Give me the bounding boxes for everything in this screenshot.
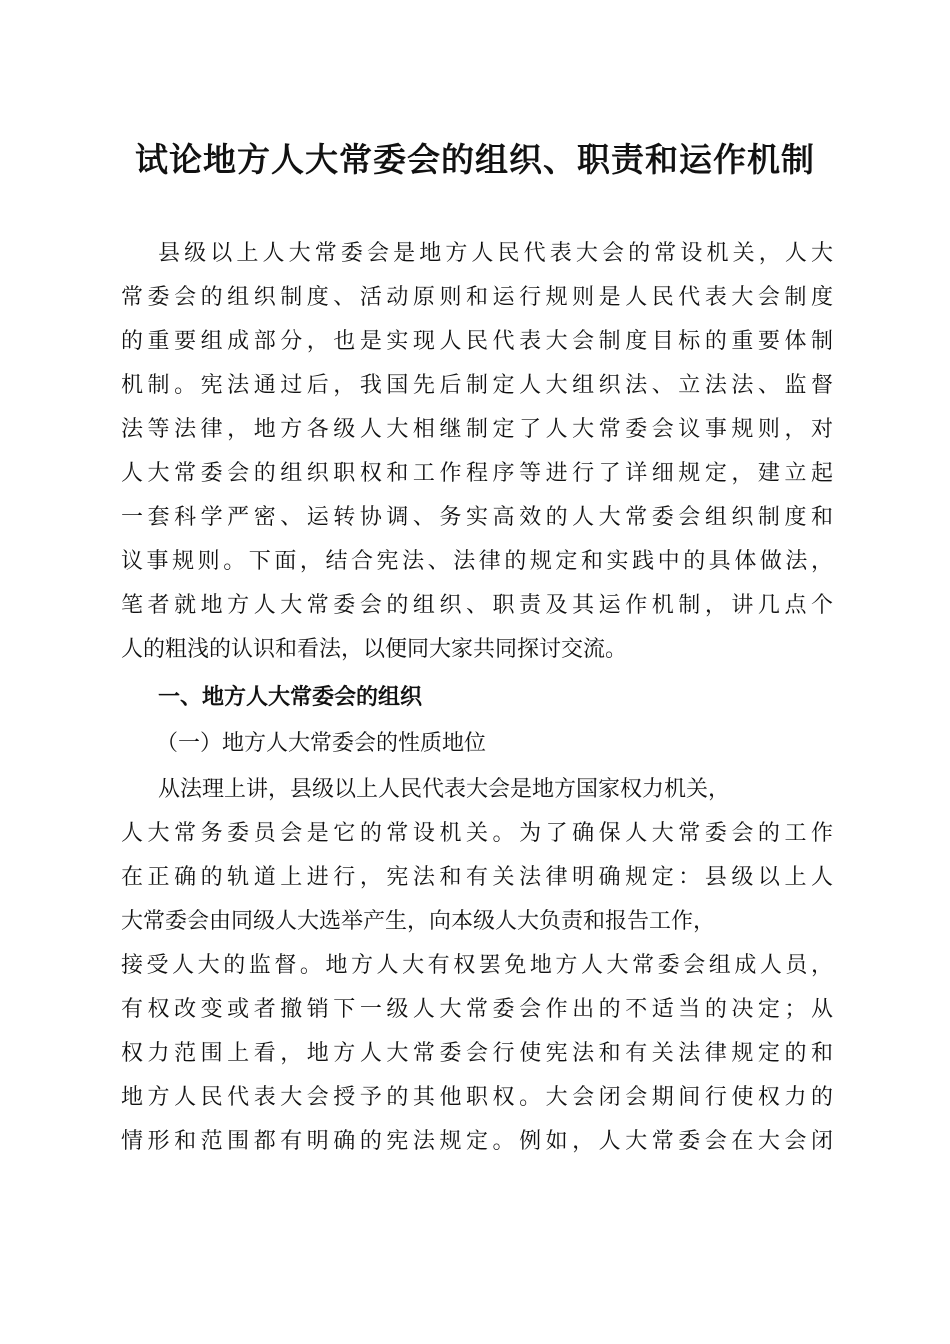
paragraph-line: 议事规则。下面，结合宪法、法律的规定和实践中的具体做法， <box>121 549 833 574</box>
paragraph-line: 一套科学严密、运转协调、务实高效的人大常委会组织制度和 <box>121 505 833 530</box>
paragraph-line: 人的粗浅的认识和看法，以便同大家共同探讨交流。 <box>121 637 628 662</box>
paragraph-line: 机制。宪法通过后，我国先后制定人大组织法、立法法、监督 <box>121 373 833 398</box>
paragraph-line: 情形和范围都有明确的宪法规定。例如，人大常委会在大会闭 <box>121 1129 833 1154</box>
paragraph-line: 笔者就地方人大常委会的组织、职责及其运作机制，讲几点个 <box>121 593 833 618</box>
section-heading: 一、地方人大常委会的组织 <box>158 685 423 710</box>
paragraph-line: 在正确的轨道上进行，宪法和有关法律明确规定：县级以上人 <box>121 865 833 890</box>
paragraph-line: 的重要组成部分，也是实现人民代表大会制度目标的重要体制 <box>121 329 833 354</box>
paragraph-line: 常委会的组织制度、活动原则和运行规则是人民代表大会制度 <box>121 285 833 310</box>
paragraph-line: 接受人大的监督。地方人大有权罢免地方人大常委会组成人员， <box>121 953 833 978</box>
paragraph-line: 有权改变或者撤销下一级人大常委会作出的不适当的决定；从 <box>121 997 833 1022</box>
document-title: 试论地方人大常委会的组织、职责和运作机制 <box>135 140 815 179</box>
paragraph-line: 县级以上人大常委会是地方人民代表大会的常设机关，人大 <box>158 241 833 266</box>
paragraph-line: 法等法律，地方各级人大相继制定了人大常委会议事规则，对 <box>121 417 833 442</box>
paragraph-line: 权力范围上看，地方人大常委会行使宪法和有关法律规定的和 <box>121 1041 833 1066</box>
paragraph-line: 人大常务委员会是它的常设机关。为了确保人大常委会的工作 <box>121 821 833 846</box>
paragraph-line: 人大常委会的组织职权和工作程序等进行了详细规定，建立起 <box>121 461 833 486</box>
paragraph-line: 大常委会由同级人大选举产生，向本级人大负责和报告工作， <box>121 909 716 934</box>
subsection-heading: （一）地方人大常委会的性质地位 <box>156 731 487 756</box>
paragraph-line: 地方人民代表大会授予的其他职权。大会闭会期间行使权力的 <box>121 1085 833 1110</box>
paragraph-line: 从法理上讲，县级以上人民代表大会是地方国家权力机关， <box>158 777 731 802</box>
